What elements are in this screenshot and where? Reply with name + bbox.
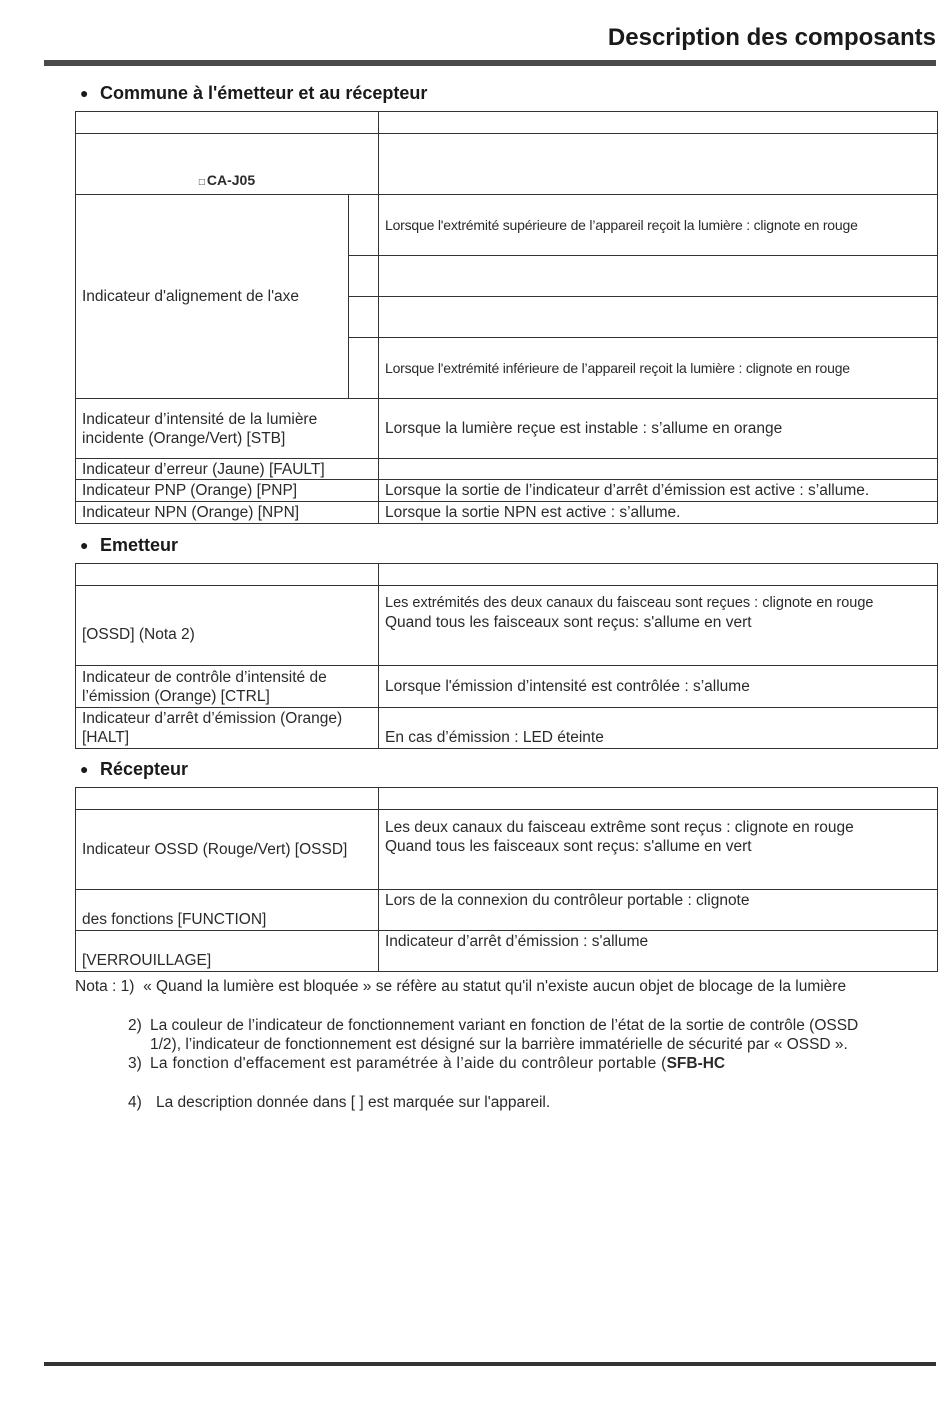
receiver-ossd-label: Indicateur OSSD (Rouge/Vert) [OSSD]	[76, 810, 379, 890]
common-table	[75, 111, 938, 524]
section-heading-emitter: ● Emetteur	[80, 535, 179, 555]
emitter-ossd-label: [OSSD] (Nota 2)	[76, 586, 379, 666]
axis-desc-cell: Lorsque l'extrémité inférieure de l’appareil reçoit la lumière : clignote en rouge	[379, 338, 938, 399]
table-row	[76, 666, 938, 708]
note-1: Nota : 1) « Quand la lumière est bloquée » se réfère au statut qu'il n'existe aucun objet de blocage de la lumière	[75, 978, 847, 995]
table-header-row	[76, 788, 938, 810]
emitter-table	[75, 563, 938, 749]
function-label: des fonctions [FUNCTION]	[76, 890, 379, 931]
pnp-desc: Lorsque la sortie de l’indicateur d’arrêt d’émission est active : s’allume.	[379, 480, 938, 502]
note-2: 2) La couleur de l’indicateur de fonctionnement variant en fonction de l’état de la sortie de contrôle (OSSD	[128, 1017, 859, 1034]
header-rule	[44, 60, 936, 66]
bullet-icon: ●	[80, 761, 89, 777]
model-cell: □ CA-J05	[76, 134, 379, 195]
section-heading-receiver: ● Récepteur	[80, 759, 189, 779]
table-row	[76, 134, 938, 195]
npn-desc: Lorsque la sortie NPN est active : s’allume.	[379, 502, 938, 524]
emitter-ossd-desc: Les extrémités des deux canaux du faisceau sont reçues : clignote en rouge Quand tous les faisceaux sont reçus: s'allume en vert	[379, 586, 938, 666]
table-row	[76, 890, 938, 931]
halt-desc: En cas d’émission : LED éteinte	[379, 708, 938, 749]
table-row	[76, 708, 938, 749]
section-heading-common: ● Commune à l'émetteur et au récepteur	[80, 83, 428, 103]
lock-desc: Indicateur d’arrêt d’émission : s'allume	[379, 931, 938, 972]
table-row	[76, 810, 938, 890]
table-row	[76, 195, 938, 256]
table-row	[76, 502, 938, 524]
table-header-row	[76, 564, 938, 586]
ctrl-label: Indicateur de contrôle d’intensité de l’émission (Orange) [CTRL]	[76, 666, 379, 708]
bullet-icon: ●	[80, 537, 89, 553]
stb-label: Indicateur d’intensité de la lumière incidente (Orange/Vert) [STB]	[76, 399, 379, 459]
fault-label: Indicateur d’erreur (Jaune) [FAULT]	[76, 459, 379, 480]
footer-rule	[44, 1362, 936, 1366]
table-row	[76, 586, 938, 666]
table-row	[76, 399, 938, 459]
stb-desc: Lorsque la lumière reçue est instable : s’allume en orange	[379, 399, 938, 459]
receiver-ossd-desc: Les deux canaux du faisceau extrême sont reçus : clignote en rouge Quand tous les faisceaux sont reçus: s'allume en vert	[379, 810, 938, 890]
receiver-table	[75, 787, 938, 972]
bullet-icon: ●	[80, 85, 89, 101]
function-desc: Lors de la connexion du contrôleur portable : clignote	[379, 890, 938, 931]
note-3: 3) La fonction d'effacement est paramétrée à l’aide du contrôleur portable (SFB-HC	[128, 1055, 726, 1072]
halt-label: Indicateur d’arrêt d’émission (Orange) [HALT]	[76, 708, 379, 749]
note-4: 4) La description donnée dans [ ] est marquée sur l'appareil.	[128, 1094, 551, 1111]
ctrl-desc: Lorsque l'émission d’intensité est contrôlée : s’allume	[379, 666, 938, 708]
axis-desc-cell: Lorsque l'extrémité supérieure de l’appareil reçoit la lumière : clignote en rouge	[379, 195, 938, 256]
table-header-row	[76, 112, 938, 134]
npn-label: Indicateur NPN (Orange) [NPN]	[76, 502, 379, 524]
table-row	[76, 480, 938, 502]
pnp-label: Indicateur PNP (Orange) [PNP]	[76, 480, 379, 502]
checkbox-icon: □	[198, 177, 205, 188]
notes	[75, 977, 940, 1112]
page-title: Description des composants	[607, 24, 936, 51]
lock-label: [VERROUILLAGE]	[76, 931, 379, 972]
table-row	[76, 931, 938, 972]
note-2-continued: 1/2), l’indicateur de fonctionnement est désigné sur la barrière immatérielle de sécurité par « OSSD ».	[150, 1036, 848, 1053]
axis-label-cell: Indicateur d'alignement de l'axe	[76, 195, 349, 399]
fault-desc	[379, 459, 938, 480]
table-row	[76, 459, 938, 480]
